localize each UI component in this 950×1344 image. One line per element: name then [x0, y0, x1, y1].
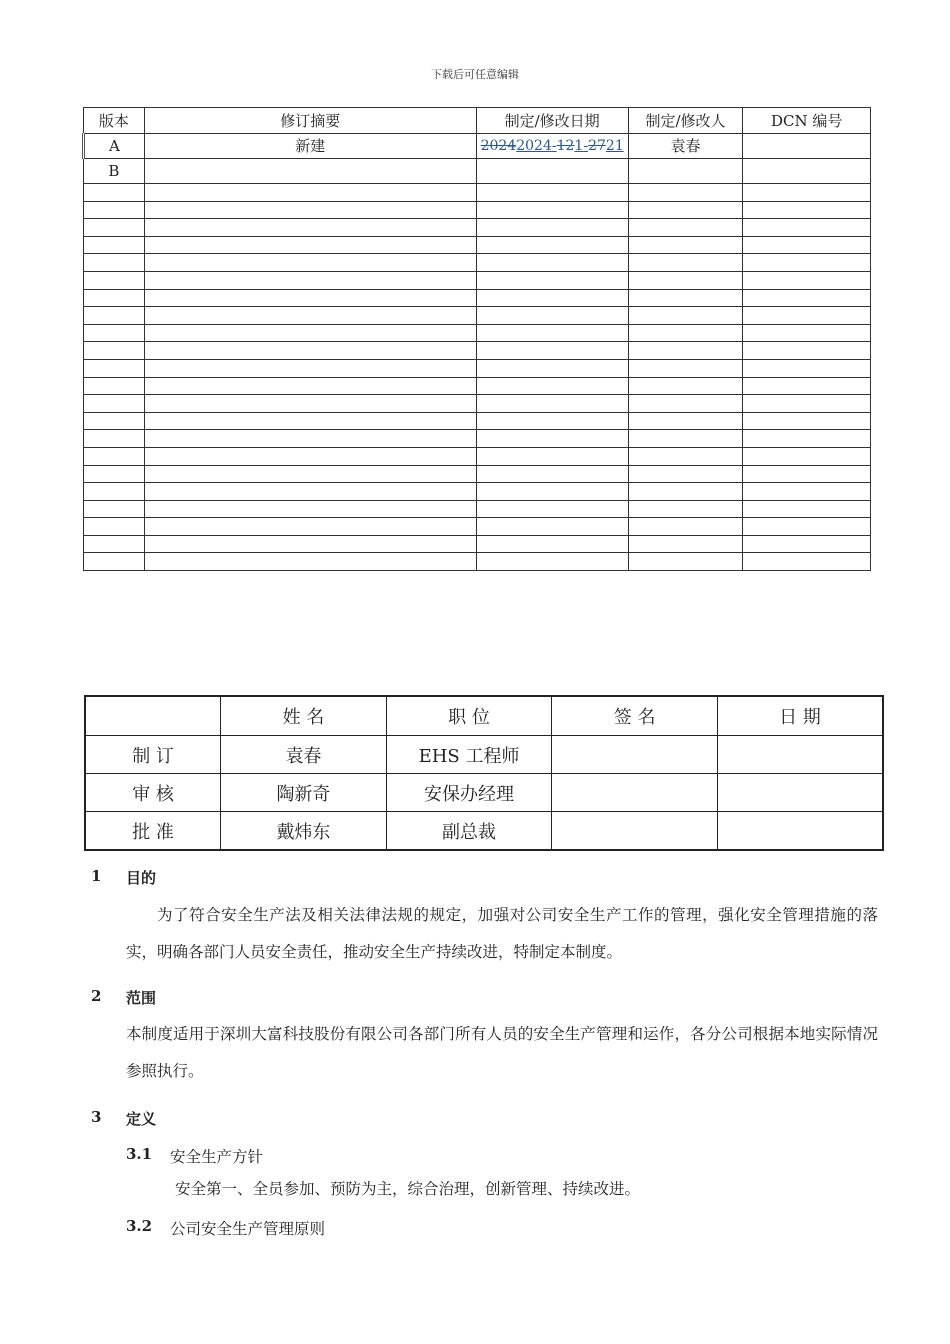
date-separator: -: [583, 138, 589, 154]
table-row: [84, 377, 871, 395]
dcn-cell: [743, 159, 871, 184]
empty-cell: [144, 535, 476, 553]
date-cell: [717, 812, 883, 851]
subsection-number: 3.1: [126, 1145, 153, 1163]
empty-cell: [743, 500, 871, 518]
table-row: [84, 289, 871, 307]
empty-cell: [743, 377, 871, 395]
signature-cell: [552, 812, 718, 851]
subsection-number: 3.2: [126, 1217, 153, 1235]
empty-cell: [84, 500, 145, 518]
empty-cell: [476, 500, 628, 518]
role-cell: 审 核: [85, 774, 221, 812]
table-row: [84, 219, 871, 237]
empty-cell: [144, 447, 476, 465]
table-row: [84, 359, 871, 377]
person-cell: [628, 159, 743, 184]
empty-cell: [144, 236, 476, 254]
empty-cell: [628, 412, 743, 430]
empty-cell: [476, 483, 628, 501]
empty-cell: [743, 465, 871, 483]
empty-cell: [144, 500, 476, 518]
signature-cell: [552, 774, 718, 812]
subsection-title: 公司安全生产管理原则: [170, 1220, 326, 1238]
table-row: [84, 236, 871, 254]
empty-cell: [144, 324, 476, 342]
empty-cell: [628, 377, 743, 395]
empty-cell: [743, 254, 871, 272]
empty-cell: [144, 430, 476, 448]
empty-cell: [476, 377, 628, 395]
empty-cell: [628, 307, 743, 325]
empty-cell: [476, 219, 628, 237]
table-row: [84, 553, 871, 571]
header-date: 制定/修改日期: [476, 108, 628, 134]
empty-cell: [476, 184, 628, 202]
empty-cell: [476, 201, 628, 219]
section-title: 定义: [126, 1110, 157, 1128]
empty-cell: [476, 395, 628, 413]
empty-cell: [628, 271, 743, 289]
header-note: 下载后可任意编辑: [431, 68, 519, 81]
empty-cell: [84, 201, 145, 219]
table-row: [84, 201, 871, 219]
empty-cell: [144, 465, 476, 483]
empty-cell: [743, 430, 871, 448]
version-cell: A: [84, 134, 145, 159]
empty-cell: [628, 359, 743, 377]
empty-cell: [628, 535, 743, 553]
empty-cell: [476, 289, 628, 307]
empty-cell: [476, 553, 628, 571]
date-inserted-text: 2024: [516, 138, 552, 154]
role-cell: 制 订: [85, 736, 221, 774]
section-number: 1: [91, 867, 102, 885]
approval-table: [84, 695, 884, 851]
empty-cell: [84, 395, 145, 413]
empty-cell: [476, 254, 628, 272]
empty-cell: [476, 430, 628, 448]
date-inserted-text: 21: [605, 138, 624, 154]
empty-cell: [84, 254, 145, 272]
date-deleted-text: 27: [588, 138, 606, 154]
name-cell: 袁春: [221, 736, 387, 774]
empty-cell: [743, 307, 871, 325]
empty-cell: [84, 412, 145, 430]
empty-cell: [476, 236, 628, 254]
header-dcn: DCN 编号: [743, 108, 871, 134]
subsection-paragraph: 安全第一、全员参加、预防为主，综合治理，创新管理、持续改进。: [175, 1180, 641, 1198]
table-row: [84, 447, 871, 465]
empty-cell: [628, 324, 743, 342]
empty-cell: [144, 518, 476, 536]
empty-cell: [144, 553, 476, 571]
section-1-paragraph: 为了符合安全生产法及相关法律法规的规定，加强对公司安全生产工作的管理，强化安全管理措施的落实，明确各部门人员安全责任，推动安全生产持续改进，特制定本制度。: [126, 906, 878, 961]
summary-cell: [144, 159, 476, 184]
date-cell: [717, 736, 883, 774]
section-2-paragraph: 本制度适用于深圳大富科技股份有限公司各部门所有人员的安全生产管理和运作，各分公司根据本地实际情况参照执行。: [126, 1025, 878, 1080]
empty-cell: [144, 184, 476, 202]
table-row: [84, 395, 871, 413]
header-blank: [85, 696, 221, 736]
empty-cell: [144, 377, 476, 395]
empty-cell: [628, 184, 743, 202]
empty-cell: [628, 219, 743, 237]
empty-cell: [84, 236, 145, 254]
empty-cell: [84, 359, 145, 377]
section-number: 2: [91, 987, 102, 1005]
empty-cell: [476, 342, 628, 360]
table-row: [84, 254, 871, 272]
date-cell: [476, 159, 628, 184]
empty-cell: [84, 377, 145, 395]
empty-cell: [743, 289, 871, 307]
summary-cell: 新建: [144, 134, 476, 159]
table-row: [84, 159, 871, 184]
empty-cell: [628, 236, 743, 254]
empty-cell: [144, 219, 476, 237]
table-row: [84, 271, 871, 289]
revision-table-header: [84, 108, 871, 134]
empty-cell: [476, 535, 628, 553]
empty-cell: [743, 184, 871, 202]
position-cell: 安保办经理: [386, 774, 552, 812]
empty-cell: [628, 342, 743, 360]
empty-cell: [144, 359, 476, 377]
empty-cell: [743, 324, 871, 342]
empty-cell: [743, 553, 871, 571]
section-number: 3: [91, 1108, 102, 1126]
header-summary: 修订摘要: [144, 108, 476, 134]
empty-cell: [628, 500, 743, 518]
empty-cell: [144, 289, 476, 307]
table-row: [84, 518, 871, 536]
empty-cell: [628, 289, 743, 307]
empty-cell: [743, 219, 871, 237]
empty-cell: [84, 307, 145, 325]
header-name: 姓 名: [221, 696, 387, 736]
empty-cell: [144, 254, 476, 272]
header-signature: 签 名: [552, 696, 718, 736]
empty-cell: [628, 430, 743, 448]
section-title: 范围: [126, 989, 157, 1007]
version-cell: B: [84, 159, 145, 184]
empty-cell: [144, 271, 476, 289]
empty-cell: [84, 342, 145, 360]
table-row: [85, 736, 883, 774]
empty-cell: [628, 465, 743, 483]
empty-cell: [84, 535, 145, 553]
empty-cell: [628, 447, 743, 465]
empty-cell: [84, 447, 145, 465]
name-cell: 陶新奇: [221, 774, 387, 812]
empty-cell: [84, 324, 145, 342]
empty-cell: [144, 483, 476, 501]
table-row: [84, 465, 871, 483]
table-row: [84, 500, 871, 518]
table-row: [84, 483, 871, 501]
empty-cell: [743, 342, 871, 360]
table-row: [85, 812, 883, 851]
header-position: 职 位: [386, 696, 552, 736]
date-inserted-text: 1: [574, 138, 584, 154]
empty-cell: [628, 254, 743, 272]
table-row: [84, 412, 871, 430]
empty-cell: [476, 307, 628, 325]
date-cell: [717, 774, 883, 812]
empty-cell: [628, 201, 743, 219]
table-row: [84, 430, 871, 448]
empty-cell: [476, 271, 628, 289]
table-row: [85, 774, 883, 812]
table-row: [84, 184, 871, 202]
empty-cell: [84, 184, 145, 202]
table-row: [84, 535, 871, 553]
date-cell: [476, 134, 628, 159]
empty-cell: [144, 412, 476, 430]
empty-cell: [476, 447, 628, 465]
date-separator: -: [551, 138, 557, 154]
empty-cell: [84, 553, 145, 571]
empty-cell: [628, 518, 743, 536]
position-cell: EHS 工程师: [386, 736, 552, 774]
date-deleted-text: 2024: [480, 138, 517, 154]
subsection-title: 安全生产方针: [170, 1148, 264, 1166]
empty-cell: [743, 201, 871, 219]
empty-cell: [743, 447, 871, 465]
header-date: 日 期: [717, 696, 883, 736]
signature-cell: [552, 736, 718, 774]
empty-cell: [144, 342, 476, 360]
empty-cell: [628, 395, 743, 413]
empty-cell: [743, 395, 871, 413]
role-cell: 批 准: [85, 812, 221, 851]
date-deleted-text: 12: [556, 138, 575, 154]
empty-cell: [743, 483, 871, 501]
empty-cell: [144, 395, 476, 413]
table-row: [84, 324, 871, 342]
approval-table-header: [85, 696, 883, 736]
empty-cell: [476, 412, 628, 430]
dcn-cell: [743, 134, 871, 159]
empty-cell: [743, 236, 871, 254]
empty-cell: [628, 483, 743, 501]
empty-cell: [84, 483, 145, 501]
empty-cell: [743, 518, 871, 536]
empty-cell: [144, 201, 476, 219]
empty-cell: [743, 412, 871, 430]
table-row: [84, 134, 871, 159]
header-version: 版本: [84, 108, 145, 134]
empty-cell: [476, 359, 628, 377]
empty-cell: [144, 307, 476, 325]
empty-cell: [743, 359, 871, 377]
table-row: [84, 307, 871, 325]
empty-cell: [84, 518, 145, 536]
empty-cell: [476, 518, 628, 536]
empty-cell: [84, 465, 145, 483]
empty-cell: [743, 535, 871, 553]
person-cell: 袁春: [628, 134, 743, 159]
empty-cell: [84, 430, 145, 448]
position-cell: 副总裁: [386, 812, 552, 851]
table-row: [84, 342, 871, 360]
header-person: 制定/修改人: [628, 108, 743, 134]
empty-cell: [628, 553, 743, 571]
empty-cell: [84, 219, 145, 237]
section-title: 目的: [126, 869, 157, 887]
empty-cell: [84, 271, 145, 289]
empty-cell: [743, 271, 871, 289]
name-cell: 戴炜东: [221, 812, 387, 851]
empty-cell: [476, 465, 628, 483]
revision-table: [82, 107, 871, 571]
empty-cell: [476, 324, 628, 342]
empty-cell: [84, 289, 145, 307]
